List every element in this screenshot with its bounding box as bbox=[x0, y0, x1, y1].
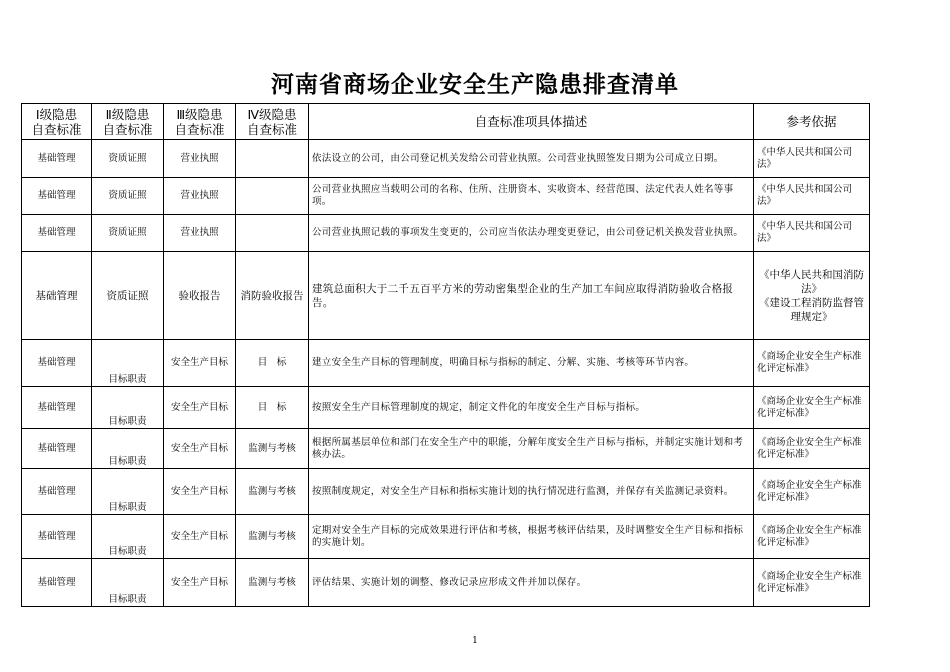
basis-line: 《商场企业安全生产标准化评定标准》 bbox=[757, 351, 862, 374]
table-row bbox=[22, 515, 870, 559]
level4-cell: 目 标 bbox=[236, 387, 309, 429]
level4-cell bbox=[236, 140, 309, 178]
description-cell: 按照安全生产目标管理制度的规定，制定文件化的年度安全生产目标与指标。 bbox=[309, 387, 754, 429]
header-level2-line2: 自查标准 bbox=[102, 121, 153, 137]
header-basis: 参考依据 bbox=[754, 104, 870, 140]
level2-cell: 目标职责 bbox=[92, 469, 164, 515]
level4-cell: 目 标 bbox=[236, 340, 309, 387]
level1-cell: 基础管理 bbox=[22, 469, 92, 515]
level1-cell: 基础管理 bbox=[22, 215, 92, 252]
level4-cell bbox=[236, 178, 309, 215]
level4-cell: 消防验收报告 bbox=[236, 252, 309, 340]
level1-cell: 基础管理 bbox=[22, 340, 92, 387]
page-title: 河南省商场企业安全生产隐患排查清单 bbox=[271, 71, 679, 98]
basis-line: 《中华人民共和国消防法》 bbox=[759, 268, 864, 295]
header-level4-line2: 自查标准 bbox=[246, 121, 297, 137]
header-level3-line2: 自查标准 bbox=[174, 121, 225, 137]
basis-line: 《商场企业安全生产标准化评定标准》 bbox=[757, 479, 862, 503]
header-row bbox=[22, 104, 870, 140]
level3-cell: 验收报告 bbox=[164, 252, 236, 340]
basis-cell bbox=[754, 429, 870, 469]
header-level3 bbox=[164, 104, 236, 140]
header-level4 bbox=[236, 104, 309, 140]
level1-cell: 基础管理 bbox=[22, 559, 92, 607]
table-row bbox=[22, 252, 870, 340]
level2-cell: 资质证照 bbox=[92, 252, 164, 340]
level2-cell: 资质证照 bbox=[92, 178, 164, 215]
level3-cell: 营业执照 bbox=[164, 215, 236, 252]
level1-cell: 基础管理 bbox=[22, 252, 92, 340]
description-cell: 按照制度规定，对安全生产目标和指标实施计划的执行情况进行监测，并保存有关监测记录资料。 bbox=[309, 469, 754, 515]
header-level1 bbox=[22, 104, 92, 140]
level2-cell: 资质证照 bbox=[92, 140, 164, 178]
basis-cell bbox=[754, 178, 870, 215]
basis-line: 《商场企业安全生产标准化评定标准》 bbox=[757, 436, 862, 460]
level3-cell: 营业执照 bbox=[164, 178, 236, 215]
table-row bbox=[22, 140, 870, 178]
level4-cell: 监测与考核 bbox=[236, 429, 309, 469]
level2-cell: 目标职责 bbox=[92, 387, 164, 429]
basis-cell bbox=[754, 469, 870, 515]
level3-cell: 安全生产目标 bbox=[164, 515, 236, 559]
basis-cell bbox=[754, 515, 870, 559]
description-cell: 根据所属基层单位和部门在安全生产中的职能，分解年度安全生产目标与指标，并制定实施计划和考核办法。 bbox=[309, 429, 754, 469]
level2-cell: 目标职责 bbox=[92, 340, 164, 387]
page-number: 1 bbox=[472, 636, 478, 646]
level4-cell bbox=[236, 215, 309, 252]
header-level2 bbox=[92, 104, 164, 140]
level4-cell: 监测与考核 bbox=[236, 469, 309, 515]
level1-cell: 基础管理 bbox=[22, 429, 92, 469]
description-cell: 定期对安全生产目标的完成效果进行评估和考核，根据考核评估结果，及时调整安全生产目标和指标的实施计划。 bbox=[309, 515, 754, 559]
header-level1-line2: 自查标准 bbox=[31, 121, 82, 137]
basis-line: 《商场企业安全生产标准化评定标准》 bbox=[757, 524, 862, 548]
description-cell: 建立安全生产目标的管理制度，明确目标与指标的制定、分解、实施、考核等环节内容。 bbox=[309, 340, 754, 387]
level2-cell: 目标职责 bbox=[92, 429, 164, 469]
level3-cell: 安全生产目标 bbox=[164, 340, 236, 387]
level4-cell: 监测与考核 bbox=[236, 515, 309, 559]
header-level1-line1: Ⅰ级隐患 bbox=[35, 106, 78, 122]
basis-line: 《建设工程消防监督管理规定》 bbox=[759, 296, 864, 323]
description-cell: 依法设立的公司，由公司登记机关发给公司营业执照。公司营业执照签发日期为公司成立日期。 bbox=[309, 140, 754, 178]
header-level3-line1: Ⅲ级隐患 bbox=[176, 106, 223, 122]
level2-cell: 目标职责 bbox=[92, 515, 164, 559]
level1-cell: 基础管理 bbox=[22, 387, 92, 429]
basis-cell bbox=[754, 140, 870, 178]
level2-cell: 资质证照 bbox=[92, 215, 164, 252]
basis-cell bbox=[754, 340, 870, 387]
description-cell: 公司营业执照应当载明公司的名称、住所、注册资本、实收资本、经营范围、法定代表人姓名等事项。 bbox=[309, 178, 754, 215]
level1-cell: 基础管理 bbox=[22, 178, 92, 215]
basis-cell bbox=[754, 215, 870, 252]
level3-cell: 安全生产目标 bbox=[164, 387, 236, 429]
level1-cell: 基础管理 bbox=[22, 515, 92, 559]
table-row bbox=[22, 387, 870, 429]
table-row bbox=[22, 429, 870, 469]
basis-cell bbox=[754, 387, 870, 429]
table-row bbox=[22, 469, 870, 515]
level2-cell: 目标职责 bbox=[92, 559, 164, 607]
basis-cell bbox=[754, 252, 870, 340]
description-cell: 建筑总面积大于二千五百平方米的劳动密集型企业的生产加工车间应取得消防验收合格报告。 bbox=[309, 252, 754, 340]
level3-cell: 安全生产目标 bbox=[164, 429, 236, 469]
level3-cell: 营业执照 bbox=[164, 140, 236, 178]
table-row bbox=[22, 559, 870, 607]
basis-line: 《中华人民共和国公司法》 bbox=[757, 221, 853, 244]
table-row bbox=[22, 340, 870, 387]
header-level2-line1: Ⅱ级隐患 bbox=[105, 106, 150, 122]
table-row bbox=[22, 215, 870, 252]
level3-cell: 安全生产目标 bbox=[164, 469, 236, 515]
checklist-table bbox=[21, 103, 870, 607]
basis-line: 《商场企业安全生产标准化评定标准》 bbox=[757, 395, 862, 419]
level4-cell: 监测与考核 bbox=[236, 559, 309, 607]
level3-cell: 安全生产目标 bbox=[164, 559, 236, 607]
basis-line: 《中华人民共和国公司法》 bbox=[757, 184, 853, 207]
basis-line: 《商场企业安全生产标准化评定标准》 bbox=[757, 570, 862, 594]
table-row bbox=[22, 178, 870, 215]
basis-cell bbox=[754, 559, 870, 607]
header-level4-line1: Ⅳ级隐患 bbox=[247, 106, 297, 122]
basis-line: 《中华人民共和国公司法》 bbox=[757, 146, 853, 170]
header-description: 自查标准项具体描述 bbox=[309, 104, 754, 140]
level1-cell: 基础管理 bbox=[22, 140, 92, 178]
description-cell: 公司营业执照记载的事项发生变更的，公司应当依法办理变更登记，由公司登记机关换发营业执照。 bbox=[309, 215, 754, 252]
description-cell: 评估结果、实施计划的调整、修改记录应形成文件并加以保存。 bbox=[309, 559, 754, 607]
